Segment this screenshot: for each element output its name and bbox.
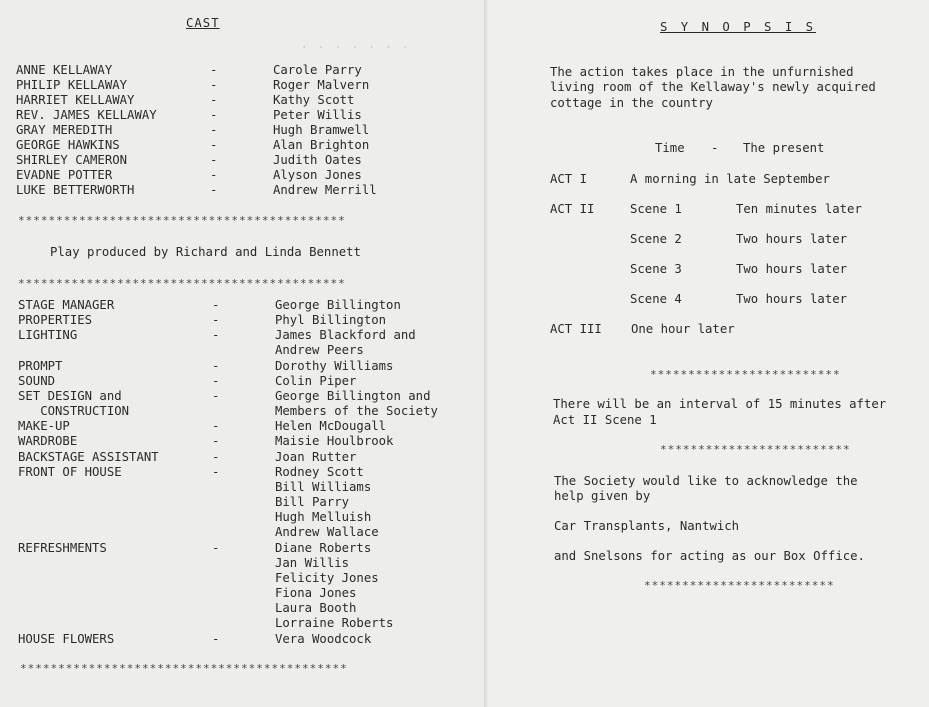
synopsis-heading: S Y N O P S I S: [660, 20, 817, 34]
role-name: REV. JAMES KELLAWAY: [16, 108, 157, 122]
act-label: ACT III: [550, 322, 602, 336]
crew-names: Dorothy Williams: [275, 359, 394, 373]
right-page: [488, 0, 929, 707]
crew-names: Helen McDougall: [275, 419, 387, 433]
act-time: Two hours later: [736, 292, 848, 306]
acknowledge-line: The Society would like to acknowledge the: [554, 474, 858, 488]
crew-role: LIGHTING: [18, 328, 78, 342]
crew-names: Joan Rutter: [275, 450, 357, 464]
producer-line: Play produced by Richard and Linda Bennett: [50, 245, 361, 259]
crew-role: FRONT OF HOUSE: [18, 465, 122, 479]
crew-names: Andrew Peers: [275, 343, 364, 357]
interval-note-line: Act II Scene 1: [553, 413, 657, 427]
actor-name: Kathy Scott: [273, 93, 355, 107]
crew-role: STAGE MANAGER: [18, 298, 115, 312]
actor-name: Judith Oates: [273, 153, 362, 167]
crew-names: Members of the Society: [275, 404, 438, 418]
role-name: HARRIET KELLAWAY: [16, 93, 135, 107]
synopsis-intro-line: living room of the Kellaway's newly acquired: [550, 80, 876, 94]
dash: -: [212, 632, 220, 646]
dash: -: [210, 183, 218, 197]
actor-name: Peter Willis: [273, 108, 362, 122]
crew-role: PROPERTIES: [18, 313, 93, 327]
act-scene: Scene 3: [630, 262, 682, 276]
act-time: Two hours later: [736, 232, 848, 246]
crew-role: SET DESIGN and: [18, 389, 122, 403]
crew-role: CONSTRUCTION: [18, 404, 130, 418]
crew-names: Laura Booth: [275, 601, 357, 615]
crew-names: Bill Williams: [275, 480, 372, 494]
act-label: ACT I: [550, 172, 588, 186]
crew-names: James Blackford and: [275, 328, 416, 342]
dash: -: [212, 374, 220, 388]
actor-name: Alan Brighton: [273, 138, 370, 152]
actor-name: Andrew Merrill: [273, 183, 377, 197]
act-label: ACT II: [550, 202, 595, 216]
dash: -: [212, 313, 220, 327]
dash: -: [212, 298, 220, 312]
role-name: PHILIP KELLAWAY: [16, 78, 128, 92]
dash: -: [212, 359, 220, 373]
crew-names: Vera Woodcock: [275, 632, 372, 646]
bleed-through-text: · · · · · · ·: [300, 40, 410, 56]
sponsor-line: Car Transplants, Nantwich: [554, 519, 740, 533]
crew-role: MAKE-UP: [18, 419, 70, 433]
interval-note-line: There will be an interval of 15 minutes after: [553, 397, 887, 411]
crew-names: Diane Roberts: [275, 541, 372, 555]
crew-names: George Billington: [275, 298, 401, 312]
role-name: SHIRLEY CAMERON: [16, 153, 128, 167]
crew-names: Phyl Billington: [275, 313, 387, 327]
actor-name: Alyson Jones: [273, 168, 362, 182]
act-scene: Scene 1: [630, 202, 682, 216]
synopsis-intro-line: cottage in the country: [550, 96, 713, 110]
dash: -: [212, 434, 220, 448]
crew-role: BACKSTAGE ASSISTANT: [18, 450, 159, 464]
crew-role: WARDROBE: [18, 434, 78, 448]
act-time: Two hours later: [736, 262, 848, 276]
dash: -: [210, 108, 218, 122]
crew-role: REFRESHMENTS: [18, 541, 107, 555]
crew-names: Hugh Melluish: [275, 510, 372, 524]
time-label: Time: [655, 141, 685, 155]
star-separator: *************************: [660, 443, 851, 456]
dash: -: [210, 63, 218, 77]
dash: -: [210, 138, 218, 152]
synopsis-intro-line: The action takes place in the unfurnished: [550, 65, 854, 79]
crew-names: Andrew Wallace: [275, 525, 379, 539]
time-value: The present: [743, 141, 825, 155]
act-time: Ten minutes later: [736, 202, 862, 216]
crew-role: SOUND: [18, 374, 56, 388]
star-separator: *******************************************: [18, 214, 346, 227]
star-separator: *******************************************: [18, 277, 346, 290]
cast-heading: CAST: [186, 16, 220, 30]
act-scene: Scene 4: [630, 292, 682, 306]
star-separator: *************************: [650, 368, 841, 381]
role-name: GRAY MEREDITH: [16, 123, 113, 137]
crew-names: Fiona Jones: [275, 586, 357, 600]
dash: -: [210, 123, 218, 137]
star-separator: *******************************************: [20, 662, 348, 675]
crew-names: Colin Piper: [275, 374, 357, 388]
dash: -: [212, 541, 220, 555]
dash: -: [212, 419, 220, 433]
sponsor-line: and Snelsons for acting as our Box Office.: [554, 549, 865, 563]
crew-names: Lorraine Roberts: [275, 616, 394, 630]
act-scene: Scene 2: [630, 232, 682, 246]
dash: -: [210, 93, 218, 107]
crew-role: PROMPT: [18, 359, 63, 373]
role-name: EVADNE POTTER: [16, 168, 113, 182]
star-separator: *************************: [644, 579, 835, 592]
crew-names: Rodney Scott: [275, 465, 364, 479]
crew-names: George Billington and: [275, 389, 431, 403]
crew-names: Bill Parry: [275, 495, 350, 509]
role-name: ANNE KELLAWAY: [16, 63, 113, 77]
act-scene: A morning in late September: [630, 172, 830, 186]
role-name: GEORGE HAWKINS: [16, 138, 120, 152]
actor-name: Carole Parry: [273, 63, 362, 77]
dash: -: [210, 153, 218, 167]
act-scene: One hour later: [631, 322, 735, 336]
actor-name: Hugh Bramwell: [273, 123, 370, 137]
actor-name: Roger Malvern: [273, 78, 370, 92]
dash: -: [212, 389, 220, 403]
dash: -: [711, 141, 719, 155]
dash: -: [212, 328, 220, 342]
dash: -: [212, 450, 220, 464]
dash: -: [212, 465, 220, 479]
dash: -: [210, 78, 218, 92]
crew-names: Jan Willis: [275, 556, 350, 570]
dash: -: [210, 168, 218, 182]
crew-role: HOUSE FLOWERS: [18, 632, 115, 646]
crew-names: Felicity Jones: [275, 571, 379, 585]
crew-names: Maisie Houlbrook: [275, 434, 394, 448]
role-name: LUKE BETTERWORTH: [16, 183, 135, 197]
acknowledge-line: help given by: [554, 489, 651, 503]
